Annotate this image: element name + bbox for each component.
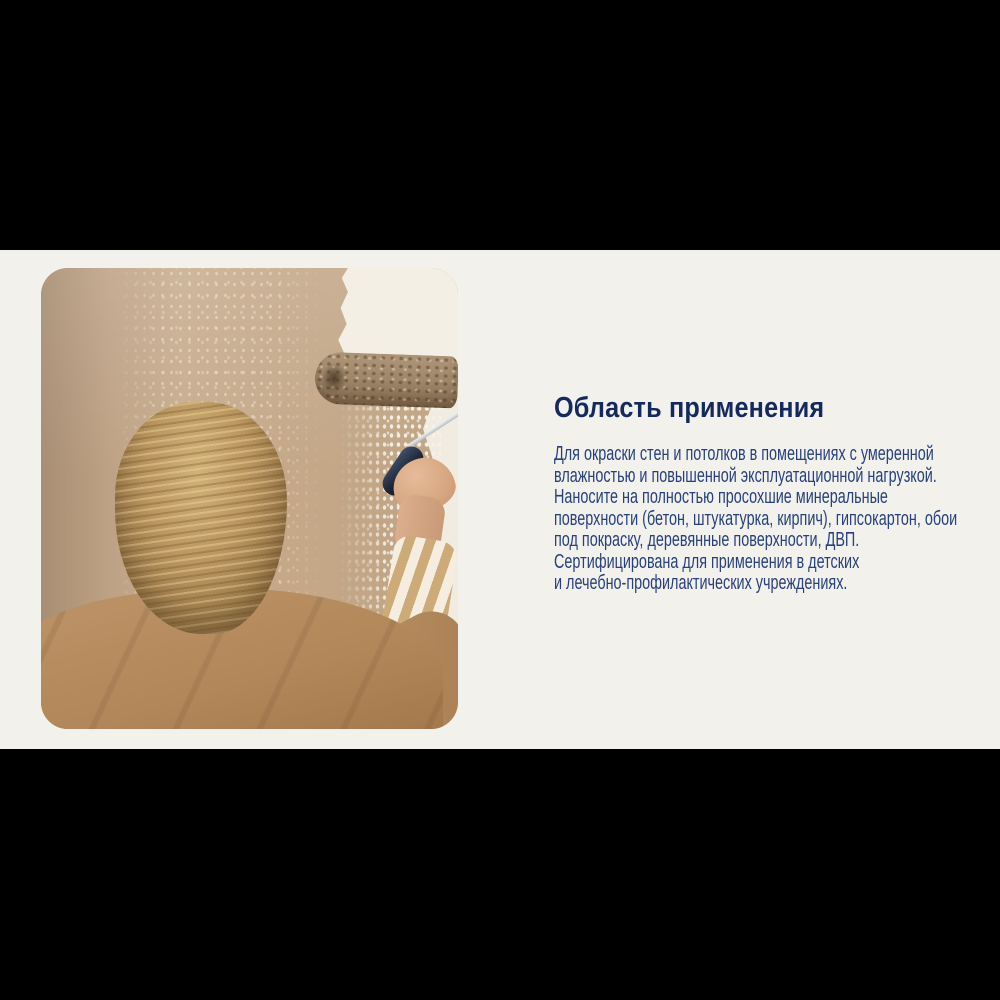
letterbox-bottom <box>0 749 1000 1000</box>
paragraph-line: под покраску, деревянные поверхности, ДВП. <box>554 529 860 551</box>
paragraph-line: влажностью и повышенной эксплуатационной нагрузкой. <box>554 464 937 487</box>
content-area <box>0 250 1000 749</box>
paint-roller <box>314 352 458 409</box>
letterbox-top <box>0 0 1000 250</box>
section-title: Область применения <box>554 392 825 424</box>
paragraph-line: Наносите на полностью просохшие минеральные <box>554 486 888 508</box>
painter-hair <box>115 402 287 634</box>
paragraph-line: и лечебно-профилактических учреждениях. <box>554 572 848 594</box>
section-paragraph <box>554 443 958 595</box>
product-photo <box>41 268 458 729</box>
paragraph-line: Для окраски стен и потолков в помещениях с умеренной <box>554 443 934 465</box>
description-section <box>554 391 974 595</box>
paragraph-line: поверхности (бетон, штукатурка, кирпич), гипсокартон, обои <box>554 507 958 530</box>
paragraph-line: Сертифицирована для применения в детских <box>554 550 860 573</box>
